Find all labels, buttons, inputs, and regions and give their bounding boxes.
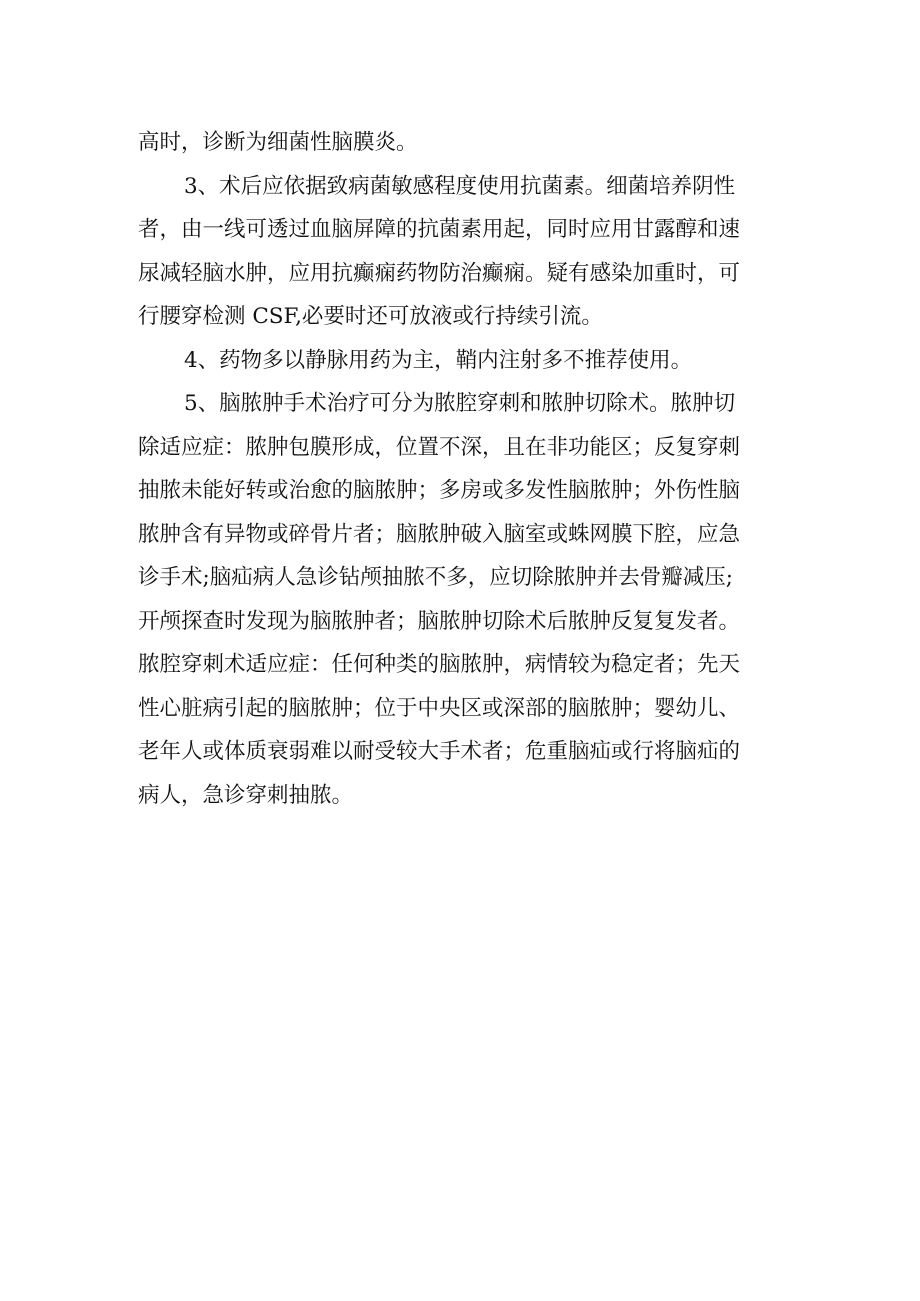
paragraph-line: 老年人或体质衰弱难以耐受较大手术者；危重脑疝或行将脑疝的 bbox=[138, 739, 741, 764]
paragraph-line: 诊手术;脑疝病人急诊钻颅抽脓不多，应切除脓肿并去骨瓣减压; bbox=[138, 565, 733, 590]
paragraph-line: 者，由一线可透过血脑屏障的抗菌素用起，同时应用甘露醇和速 bbox=[138, 217, 741, 242]
paragraph-line: 高时，诊断为细菌性脑膜炎。 bbox=[138, 130, 418, 155]
paragraph-line: 病人，急诊穿刺抽脓。 bbox=[138, 782, 354, 808]
paragraph-line: 除适应症：脓肿包膜形成，位置不深，且在非功能区；反复穿刺 bbox=[138, 434, 741, 460]
paragraph-line: 尿减轻脑水肿，应用抗癫痫药物防治癫痫。疑有感染加重时，可 bbox=[138, 260, 741, 286]
paragraph-line: 5、脑脓肿手术治疗可分为脓腔穿刺和脓肿切除术。脓肿切 bbox=[184, 391, 736, 416]
paragraph-line: 4、药物多以静脉用药为主，鞘内注射多不推荐使用。 bbox=[184, 347, 693, 373]
paragraph-line: 性心脏病引起的脑脓肿；位于中央区或深部的脑脓肿；婴幼儿、 bbox=[138, 695, 741, 721]
paragraph-line: 脓腔穿刺术适应症：任何种类的脑脓肿，病情较为稳定者；先天 bbox=[138, 652, 741, 677]
paragraph-line: 抽脓未能好转或治愈的脑脓肿；多房或多发性脑脓肿；外伤性脑 bbox=[138, 478, 741, 503]
document-body bbox=[138, 121, 798, 817]
paragraph-line: 3、术后应依据致病菌敏感程度使用抗菌素。细菌培养阴性 bbox=[184, 173, 736, 199]
paragraph-line: 脓肿含有异物或碎骨片者；脑脓肿破入脑室或蛛网膜下腔，应急 bbox=[138, 521, 741, 547]
paragraph-line: 行腰穿检测 CSF,必要时还可放液或行持续引流。 bbox=[138, 304, 603, 329]
paragraph-line: 开颅探查时发现为脑脓肿者；脑脓肿切除术后脓肿反复复发者。 bbox=[138, 608, 741, 634]
